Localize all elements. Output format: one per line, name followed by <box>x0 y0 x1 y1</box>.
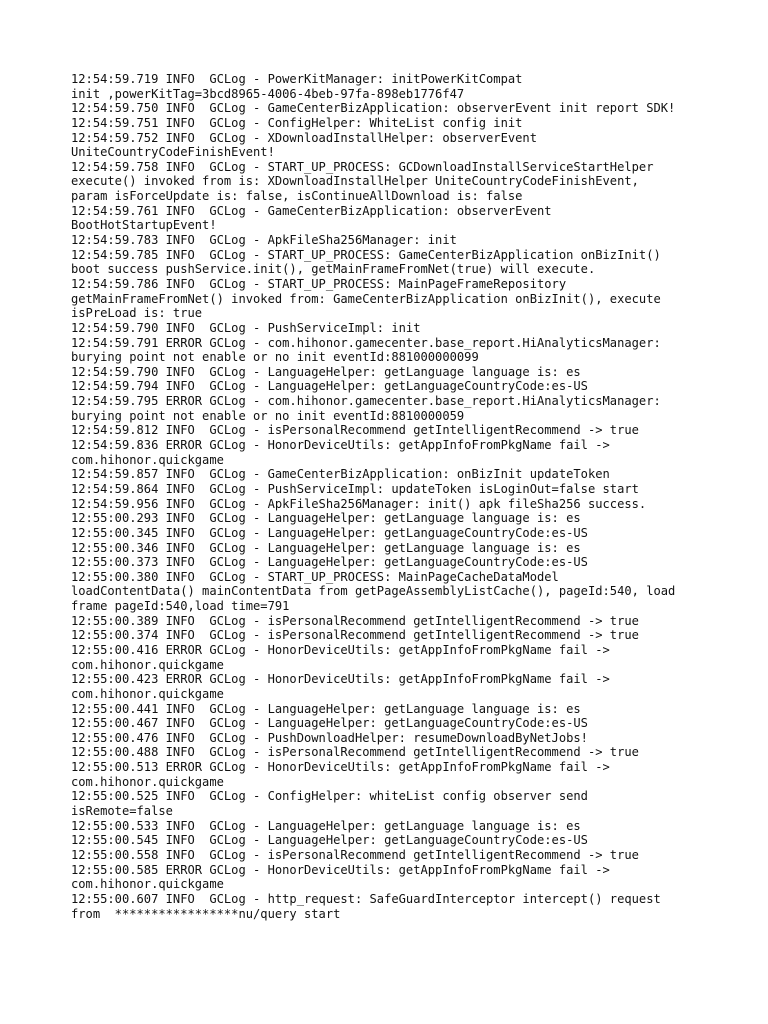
log-line: 12:55:00.585 ERROR GCLog - HonorDeviceUtils: getAppInfoFromPkgName fail -> <box>71 862 610 877</box>
log-line: 12:55:00.558 INFO GCLog - isPersonalRecommend getIntelligentRecommend -> true <box>71 847 639 862</box>
log-line: getMainFrameFromNet() invoked from: GameCenterBizApplication onBizInit(), execute <box>71 291 661 306</box>
log-line: 12:55:00.293 INFO GCLog - LanguageHelper: getLanguage language is: es <box>71 511 581 526</box>
log-line: frame pageId:540,load time=791 <box>71 599 290 614</box>
log-line: 12:55:00.374 INFO GCLog - isPersonalRecommend getIntelligentRecommend -> true <box>71 628 639 643</box>
log-line: 12:54:59.836 ERROR GCLog - HonorDeviceUtils: getAppInfoFromPkgName fail -> <box>71 438 610 453</box>
log-line: 12:54:59.750 INFO GCLog - GameCenterBizApplication: observerEvent init report SDK! <box>71 101 676 116</box>
log-line: loadContentData() mainContentData from getPageAssemblyListCache(), pageId:540, load <box>71 584 676 599</box>
log-line: com.hihonor.quickgame <box>71 657 224 672</box>
log-line: BootHotStartupEvent! <box>71 218 217 233</box>
log-line: burying point not enable or no init eventId:881000000099 <box>71 350 479 365</box>
log-line: com.hihonor.quickgame <box>71 452 224 467</box>
log-line: 12:54:59.785 INFO GCLog - START_UP_PROCESS: GameCenterBizApplication onBizInit() <box>71 247 661 262</box>
log-line: isPreLoad is: true <box>71 306 203 321</box>
log-line: 12:54:59.719 INFO GCLog - PowerKitManager: initPowerKitCompat <box>71 72 523 86</box>
log-line: com.hihonor.quickgame <box>71 877 224 892</box>
log-line: 12:54:59.790 INFO GCLog - PushServiceImpl: init <box>71 320 421 335</box>
log-line: 12:55:00.373 INFO GCLog - LanguageHelper: getLanguageCountryCode:es-US <box>71 555 588 570</box>
log-line: 12:54:59.857 INFO GCLog - GameCenterBizApplication: onBizInit updateToken <box>71 467 610 482</box>
log-line: 12:55:00.346 INFO GCLog - LanguageHelper: getLanguage language is: es <box>71 540 581 555</box>
log-line: param isForceUpdate is: false, isContinueAllDownload is: false <box>71 189 523 204</box>
log-line: 12:55:00.525 INFO GCLog - ConfigHelper: whiteList config observer send <box>71 789 588 804</box>
log-line: 12:55:00.423 ERROR GCLog - HonorDeviceUtils: getAppInfoFromPkgName fail -> <box>71 672 610 687</box>
log-line: 12:55:00.476 INFO GCLog - PushDownloadHelper: resumeDownloadByNetJobs! <box>71 730 588 745</box>
log-line: 12:55:00.545 INFO GCLog - LanguageHelper: getLanguageCountryCode:es-US <box>71 833 588 848</box>
log-line: 12:54:59.864 INFO GCLog - PushServiceImpl: updateToken isLoginOut=false start <box>71 481 639 496</box>
log-line: 12:54:59.752 INFO GCLog - XDownloadInstallHelper: observerEvent <box>71 130 537 145</box>
log-line: execute() invoked from is: XDownloadInstallHelper UniteCountryCodeFinishEvent, <box>71 174 639 189</box>
log-line: 12:54:59.812 INFO GCLog - isPersonalRecommend getIntelligentRecommend -> true <box>71 423 639 438</box>
log-line: 12:54:59.761 INFO GCLog - GameCenterBizApplication: observerEvent <box>71 203 552 218</box>
log-line: 12:54:59.791 ERROR GCLog - com.hihonor.gamecenter.base_report.HiAnalyticsManager: <box>71 335 661 350</box>
log-line: 12:55:00.380 INFO GCLog - START_UP_PROCESS: MainPageCacheDataModel <box>71 569 559 584</box>
log-line: 12:54:59.795 ERROR GCLog - com.hihonor.gamecenter.base_report.HiAnalyticsManager: <box>71 394 661 409</box>
log-line: 12:55:00.345 INFO GCLog - LanguageHelper: getLanguageCountryCode:es-US <box>71 525 588 540</box>
log-text-block <box>71 72 731 921</box>
log-line: 12:55:00.607 INFO GCLog - http_request: SafeGuardInterceptor intercept() request <box>71 891 661 906</box>
log-line: isRemote=false <box>71 804 173 819</box>
log-line: boot success pushService.init(), getMainFrameFromNet(true) will execute. <box>71 262 596 277</box>
log-line: UniteCountryCodeFinishEvent! <box>71 145 275 160</box>
log-line: 12:54:59.786 INFO GCLog - START_UP_PROCESS: MainPageFrameRepository <box>71 276 567 291</box>
log-line: 12:55:00.467 INFO GCLog - LanguageHelper: getLanguageCountryCode:es-US <box>71 716 588 731</box>
log-line: 12:54:59.956 INFO GCLog - ApkFileSha256Manager: init() apk fileSha256 success. <box>71 496 647 511</box>
log-line: init ,powerKitTag=3bcd8965-4006-4beb-97fa-898eb1776f47 <box>71 86 465 101</box>
log-line: 12:55:00.389 INFO GCLog - isPersonalRecommend getIntelligentRecommend -> true <box>71 613 639 628</box>
log-line: 12:55:00.533 INFO GCLog - LanguageHelper: getLanguage language is: es <box>71 818 581 833</box>
log-line: 12:55:00.488 INFO GCLog - isPersonalRecommend getIntelligentRecommend -> true <box>71 745 639 760</box>
log-line: 12:54:59.790 INFO GCLog - LanguageHelper: getLanguage language is: es <box>71 364 581 379</box>
log-line: 12:55:00.416 ERROR GCLog - HonorDeviceUtils: getAppInfoFromPkgName fail -> <box>71 642 610 657</box>
log-line: com.hihonor.quickgame <box>71 686 224 701</box>
log-line: 12:54:59.783 INFO GCLog - ApkFileSha256Manager: init <box>71 233 457 248</box>
log-line: 12:54:59.751 INFO GCLog - ConfigHelper: WhiteList config init <box>71 115 523 130</box>
log-line: 12:55:00.513 ERROR GCLog - HonorDeviceUtils: getAppInfoFromPkgName fail -> <box>71 760 610 775</box>
log-line: from *****************nu/query start <box>71 906 341 921</box>
log-line: burying point not enable or no init eventId:8810000059 <box>71 408 465 423</box>
log-line: 12:54:59.758 INFO GCLog - START_UP_PROCESS: GCDownloadInstallServiceStartHelper <box>71 159 654 174</box>
log-line: 12:54:59.794 INFO GCLog - LanguageHelper: getLanguageCountryCode:es-US <box>71 379 588 394</box>
log-line: 12:55:00.441 INFO GCLog - LanguageHelper: getLanguage language is: es <box>71 701 581 716</box>
log-line: com.hihonor.quickgame <box>71 774 224 789</box>
